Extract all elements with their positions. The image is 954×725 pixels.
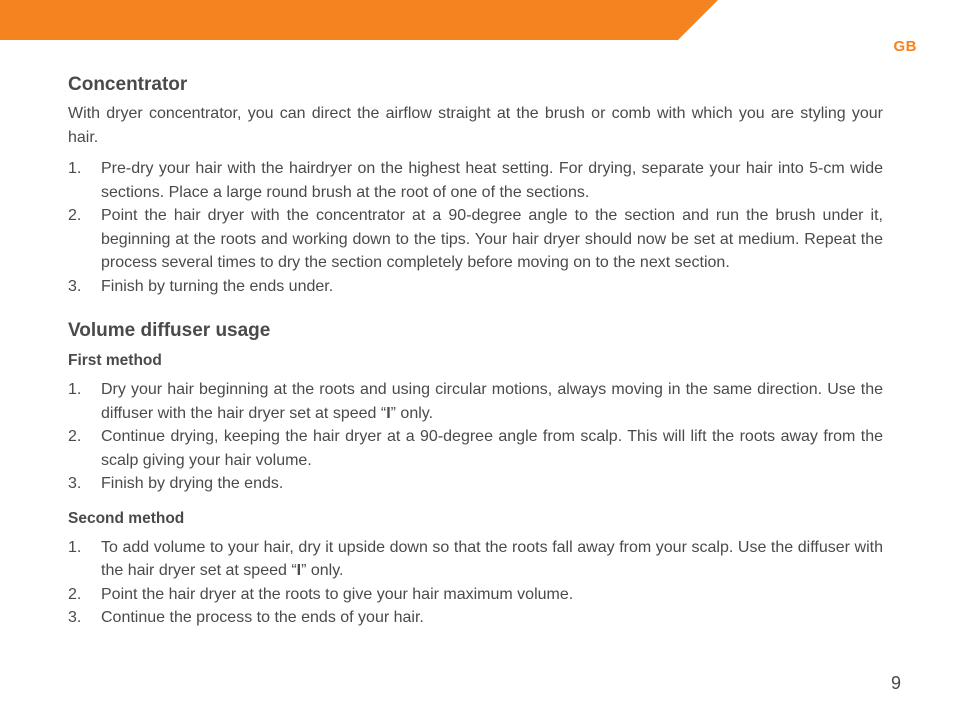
- concentrator-heading: Concentrator: [68, 74, 188, 95]
- step-number: 2.: [68, 428, 82, 445]
- list-item: [68, 275, 883, 299]
- step-text-end: ” only.: [390, 404, 434, 422]
- concentrator-intro: With dryer concentrator, you can direct the airflow straight at the brush or comb with which you are styling your hair.: [68, 105, 883, 146]
- step-number: 1.: [68, 160, 82, 177]
- page-number: 9: [890, 673, 901, 693]
- first-method-heading: First method: [68, 352, 162, 369]
- step-number: 1.: [68, 381, 82, 398]
- step-text: Point the hair dryer at the roots to give your hair maximum volume.: [101, 585, 574, 603]
- volume-diffuser-heading: Volume diffuser usage: [68, 320, 271, 341]
- step-number: 3.: [68, 475, 82, 492]
- language-tag: GB: [893, 38, 917, 55]
- step-text: Finish by turning the ends under.: [101, 277, 334, 295]
- step-text: Finish by drying the ends.: [101, 475, 284, 492]
- step-text: [101, 539, 883, 580]
- list-item: [68, 536, 883, 583]
- list-item: [68, 425, 883, 472]
- step-number: 3.: [68, 277, 82, 295]
- header-accent-band: [0, 0, 718, 40]
- list-item: [68, 472, 883, 496]
- second-method-heading: Second method: [68, 509, 185, 527]
- step-text-start: Dry your hair beginning at the roots and using circular motions, always moving in the same direction. Use the diffuser with the hair dryer set at speed “: [101, 381, 883, 422]
- manual-content: [68, 74, 883, 630]
- step-text-start: To add volume to your hair, dry it upside down so that the roots fall away from your scalp. Use the diffuser with the hair dryer set at speed “: [101, 538, 883, 579]
- step-number: 2.: [68, 207, 82, 224]
- step-text: Point the hair dryer with the concentrator at a 90-degree angle to the section and run the brush under it, beginning at the roots and working down to the tips. Your hair dryer should now be set at medium. Repeat the process several times to dry the section completely before moving on to the next section.: [101, 207, 883, 271]
- step-number: 3.: [68, 609, 82, 626]
- first-method-steps: [68, 378, 883, 496]
- list-item: [68, 606, 883, 630]
- step-text: Continue the process to the ends of your hair.: [101, 609, 424, 626]
- step-text-end: ” only.: [301, 562, 344, 579]
- step-text: Pre-dry your hair with the hairdryer on the highest heat setting. For drying, separate your hair into 5-cm wide sections. Place a large round brush at the root of one of the sections.: [101, 160, 883, 201]
- step-number: 2.: [68, 585, 82, 603]
- speed-setting: I: [386, 404, 391, 422]
- speed-setting: I: [296, 562, 302, 579]
- list-item: [68, 583, 883, 607]
- list-item: [68, 378, 883, 425]
- second-method-steps: [68, 536, 883, 630]
- step-number: 1.: [68, 538, 82, 556]
- list-item: [68, 157, 883, 204]
- list-item: [68, 204, 883, 275]
- concentrator-steps: [68, 157, 883, 298]
- step-text: Continue drying, keeping the hair dryer at a 90-degree angle from scalp. This will lift the roots away from the scalp giving your hair volume.: [101, 428, 883, 469]
- step-text: [101, 381, 883, 422]
